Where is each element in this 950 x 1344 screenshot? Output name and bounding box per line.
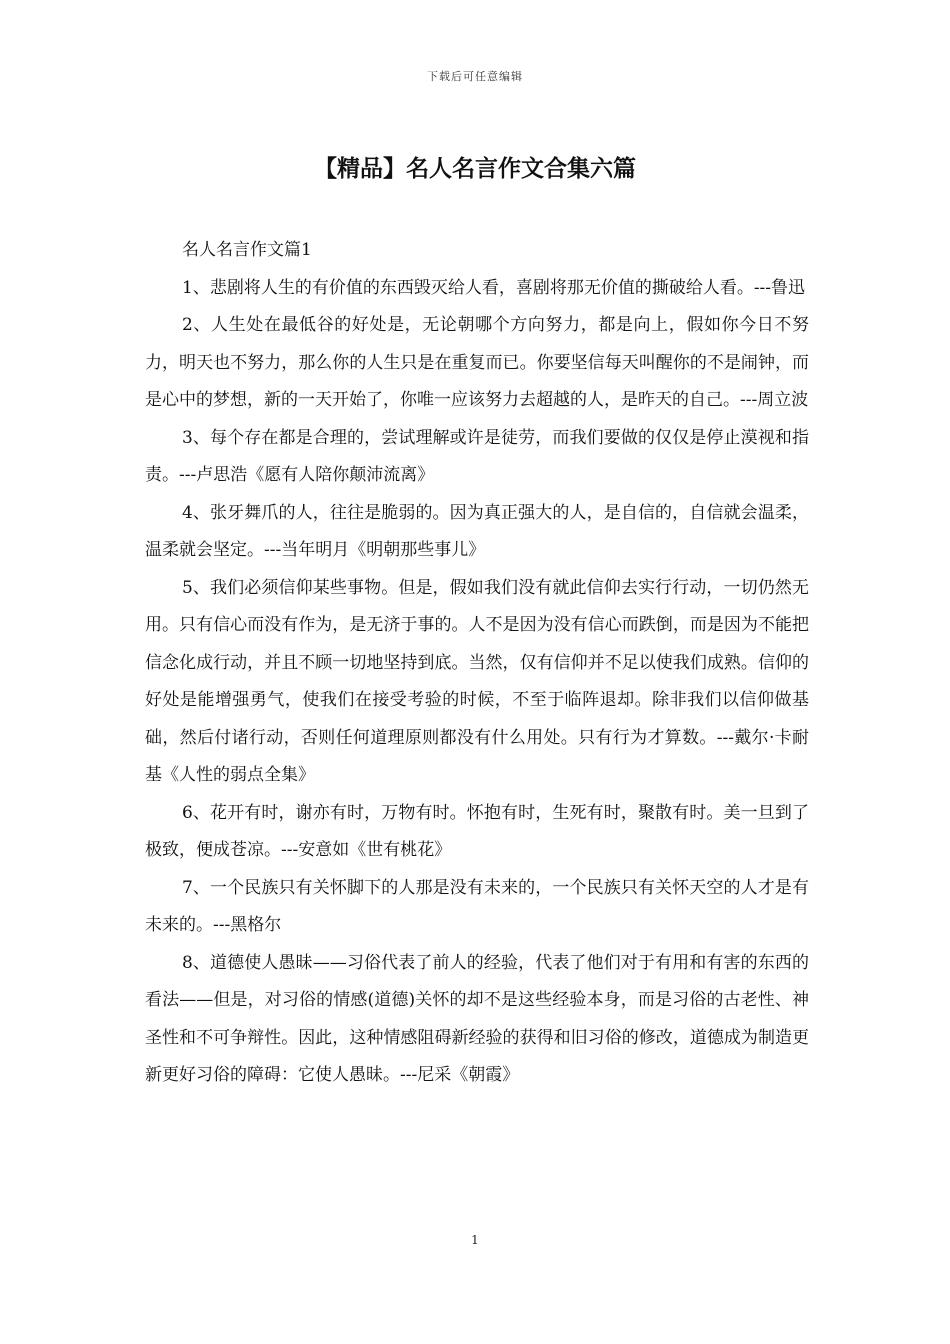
header-note: 下载后可任意编辑 (427, 70, 523, 83)
quote-paragraph: 7、一个民族只有关怀脚下的人那是没有未来的，一个民族只有关怀天空的人才是有未来的。---黑格尔 (145, 877, 809, 935)
document-body (145, 232, 809, 1095)
section-heading: 名人名言作文篇1 (182, 240, 312, 260)
document-title: 【精品】名人名言作文合集六篇 (314, 156, 636, 182)
page-number: 1 (471, 1233, 479, 1247)
quote-paragraph: 4、张牙舞爪的人，往往是脆弱的。因为真正强大的人，是自信的，自信就会温柔，温柔就会坚定。---当年明月《明朝那些事儿》 (145, 502, 809, 560)
quote-paragraph: 2、人生处在最低谷的好处是，无论朝哪个方向努力，都是向上，假如你今日不努力，明天也不努力，那么你的人生只是在重复而已。你要坚信每天叫醒你的不是闹钟，而是心中的梦想，新的一天开始了，你唯一应该努力去超越的人，是昨天的自己。---周立波 (145, 315, 809, 410)
quote-paragraph: 6、花开有时，谢亦有时，万物有时。怀抱有时，生死有时，聚散有时。美一旦到了极致，便成苍凉。---安意如《世有桃花》 (145, 802, 809, 860)
quote-paragraph: 5、我们必须信仰某些事物。但是，假如我们没有就此信仰去实行行动，一切仍然无用。只有信心而没有作为，是无济于事的。人不是因为没有信心而跌倒，而是因为不能把信念化成行动，并且不顾一切地坚持到底。当然，仅有信仰并不足以使我们成熟。信仰的好处是能增强勇气，使我们在接受考验的时候，不至于临阵退却。除非我们以信仰做基础，然后付诸行动，否则任何道理原则都没有什么用处。只有行为才算数。---戴尔·卡耐基《人性的弱点全集》 (145, 577, 809, 785)
quote-paragraph: 3、每个存在都是合理的，尝试理解或许是徒劳，而我们要做的仅仅是停止漠视和指责。---卢思浩《愿有人陪你颠沛流离》 (145, 427, 809, 485)
quote-paragraph: 1、悲剧将人生的有价值的东西毁灭给人看，喜剧将那无价值的撕破给人看。---鲁迅 (182, 277, 806, 298)
quote-paragraph: 8、道德使人愚昧——习俗代表了前人的经验，代表了他们对于有用和有害的东西的看法——但是，对习俗的情感(道德)关怀的却不是这些经验本身，而是习俗的古老性、神圣性和不可争辩性。因此，这种情感阻碍新经验的获得和旧习俗的修改，道德成为制造更新更好习俗的障碍：它使人愚昧。---尼采《朝霞》 (145, 952, 809, 1085)
